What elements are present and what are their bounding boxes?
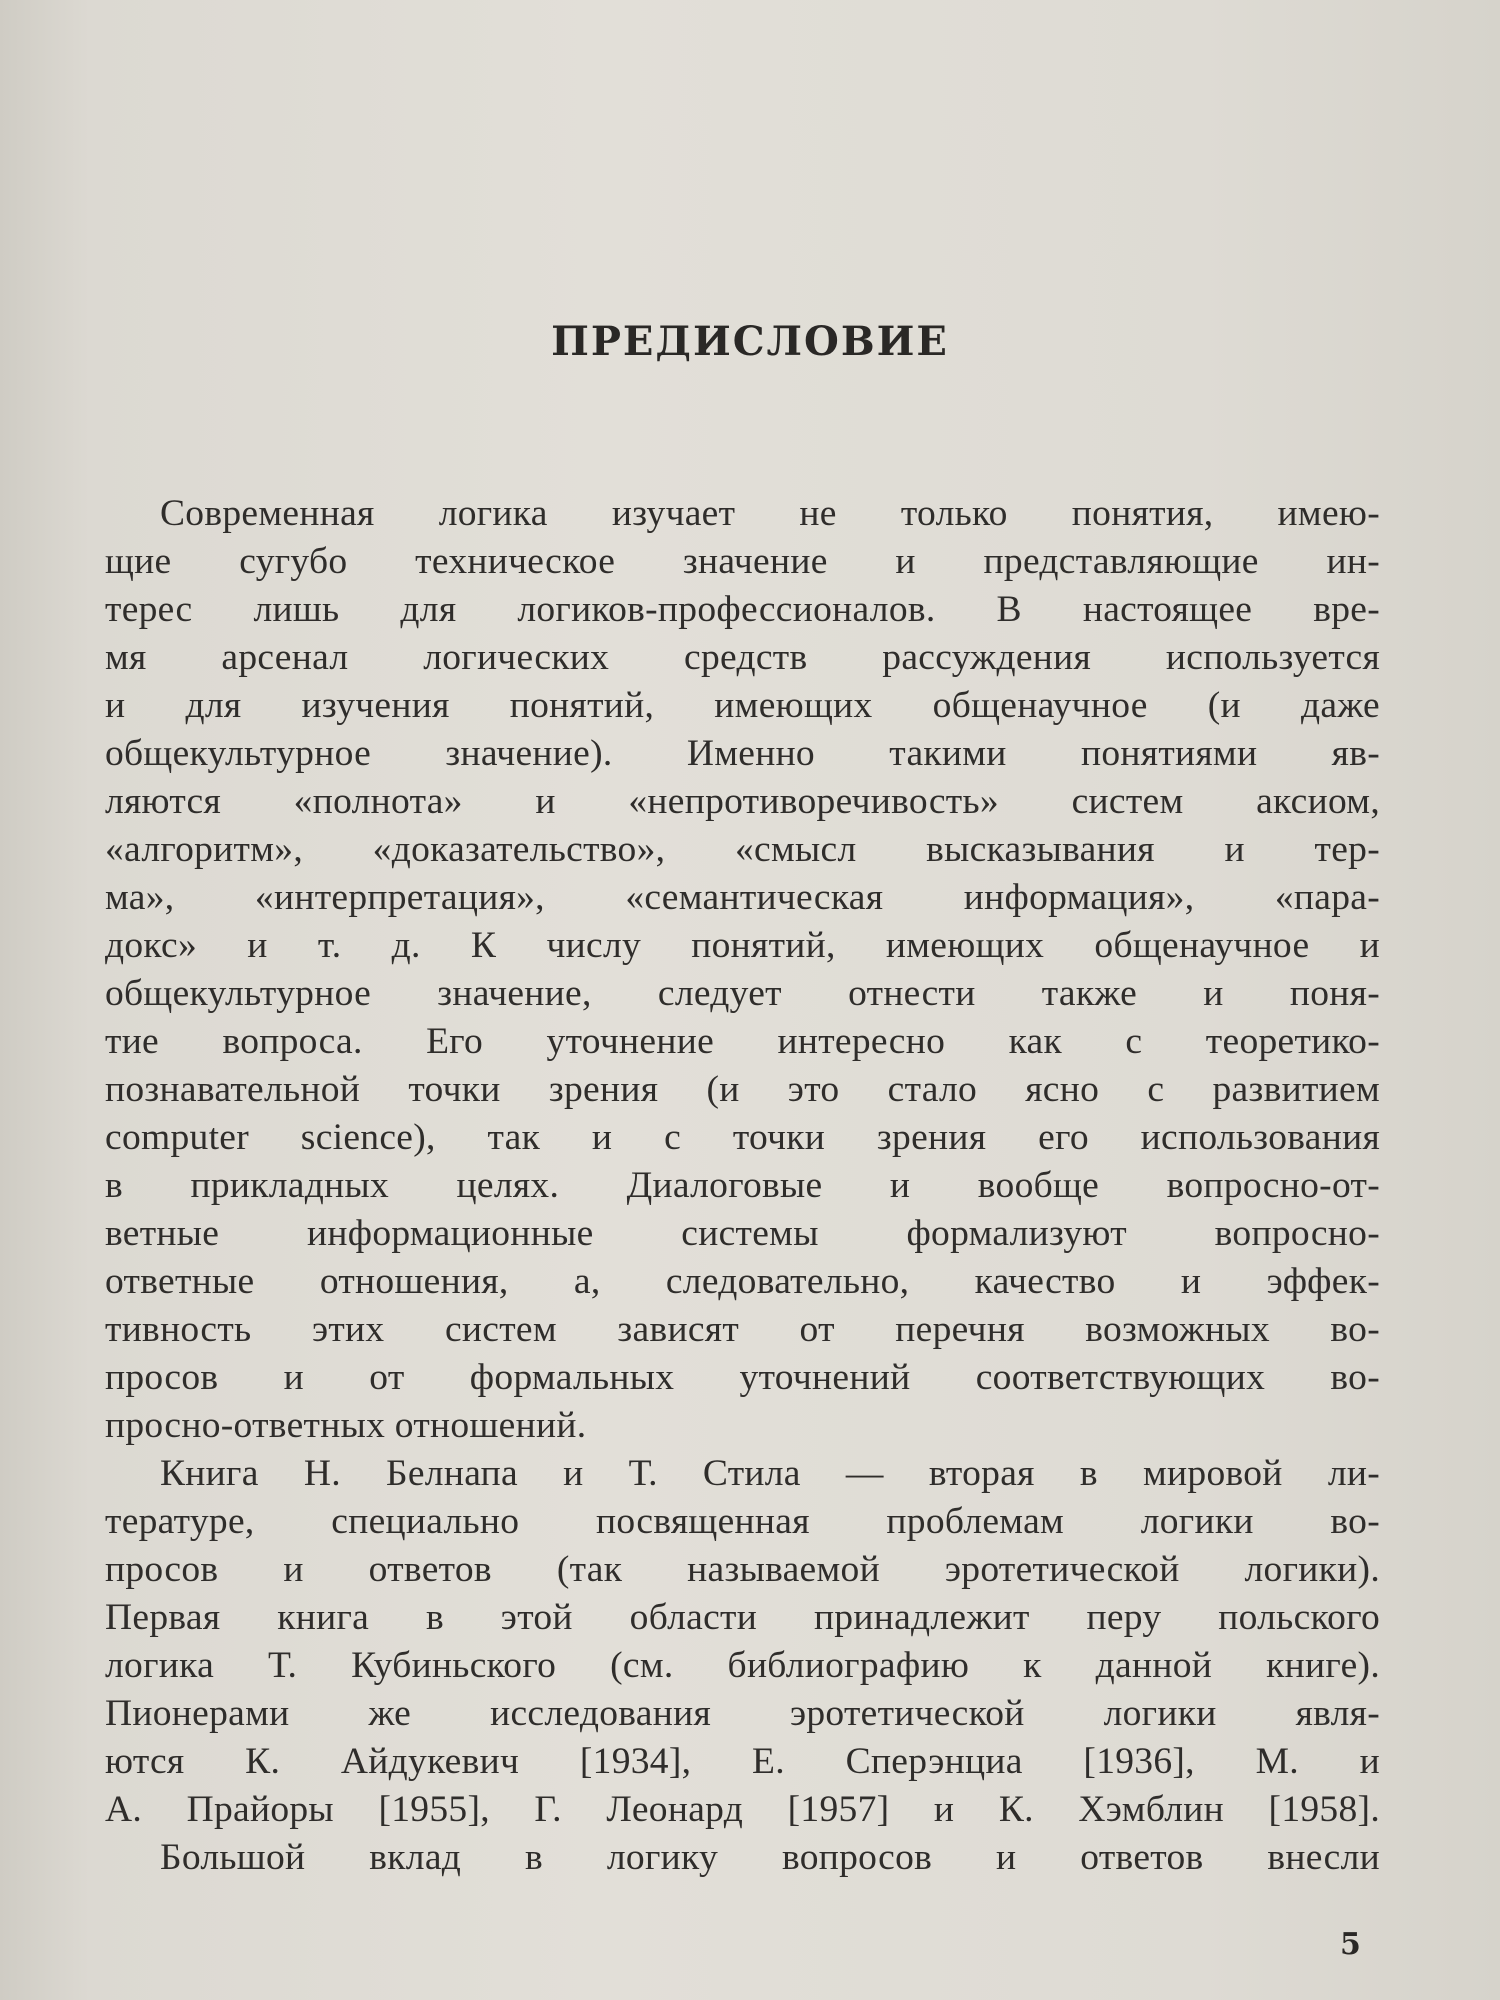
text-line: мя арсенал логических средств рассуждения используется — [105, 637, 1380, 678]
text-line: Современная логика изучает не только понятия, имею- — [160, 493, 1380, 534]
text-line: тие вопроса. Его уточнение интересно как с теоретико- — [105, 1021, 1380, 1062]
text-line: просов и ответов (так называемой эротетической логики). — [105, 1549, 1380, 1590]
text-line: логика Т. Кубиньского (см. библиографию к данной книге). — [105, 1645, 1380, 1686]
text-line: Первая книга в этой области принадлежит перу польского — [105, 1597, 1380, 1638]
text-line: computer science), так и с точки зрения его использования — [105, 1117, 1380, 1158]
text-line: общекультурное значение, следует отнести также и поня- — [105, 973, 1380, 1014]
text-line: познавательной точки зрения (и это стало ясно с развитием — [105, 1069, 1380, 1110]
text-line: ма», «интерпретация», «семантическая информация», «пара- — [105, 877, 1380, 918]
page-number: 5 — [1340, 1927, 1361, 1962]
text-line: ответные отношения, а, следовательно, качество и эффек- — [105, 1261, 1380, 1302]
text-line: тивность этих систем зависят от перечня возможных во- — [105, 1309, 1380, 1350]
text-line: «алгоритм», «доказательство», «смысл высказывания и тер- — [105, 829, 1380, 870]
text-line: и для изучения понятий, имеющих общенаучное (и даже — [105, 685, 1380, 726]
text-line: ветные информационные системы формализуют вопросно- — [105, 1213, 1380, 1254]
text-line: в прикладных целях. Диалоговые и вообще вопросно-от- — [105, 1165, 1380, 1206]
text-line: ются К. Айдукевич [1934], Е. Сперэнциа [1936], М. и — [105, 1741, 1380, 1782]
text-line: терес лишь для логиков-профессионалов. В настоящее вре- — [105, 589, 1380, 630]
text-line: ляются «полнота» и «непротиворечивость» систем аксиом, — [105, 781, 1380, 822]
text-line: А. Прайоры [1955], Г. Леонард [1957] и К. Хэмблин [1958]. — [105, 1789, 1380, 1830]
text-line: щие сугубо техническое значение и представляющие ин- — [105, 541, 1380, 582]
text-line: тературе, специально посвященная проблемам логики во- — [105, 1501, 1380, 1542]
text-line: просно-ответных отношений. — [105, 1405, 587, 1446]
text-line: Пионерами же исследования эротетической логики явля- — [105, 1693, 1380, 1734]
page-title: ПРЕДИСЛОВИЕ — [551, 318, 949, 365]
text-line: Большой вклад в логику вопросов и ответов внесли — [160, 1837, 1380, 1878]
text-line: просов и от формальных уточнений соответствующих во- — [105, 1357, 1380, 1398]
text-line: общекультурное значение). Именно такими понятиями яв- — [105, 733, 1380, 774]
text-line: докс» и т. д. К числу понятий, имеющих общенаучное и — [105, 925, 1380, 966]
text-line: Книга Н. Белнапа и Т. Стила — вторая в мировой ли- — [160, 1453, 1380, 1494]
preface-text — [105, 490, 1380, 1882]
